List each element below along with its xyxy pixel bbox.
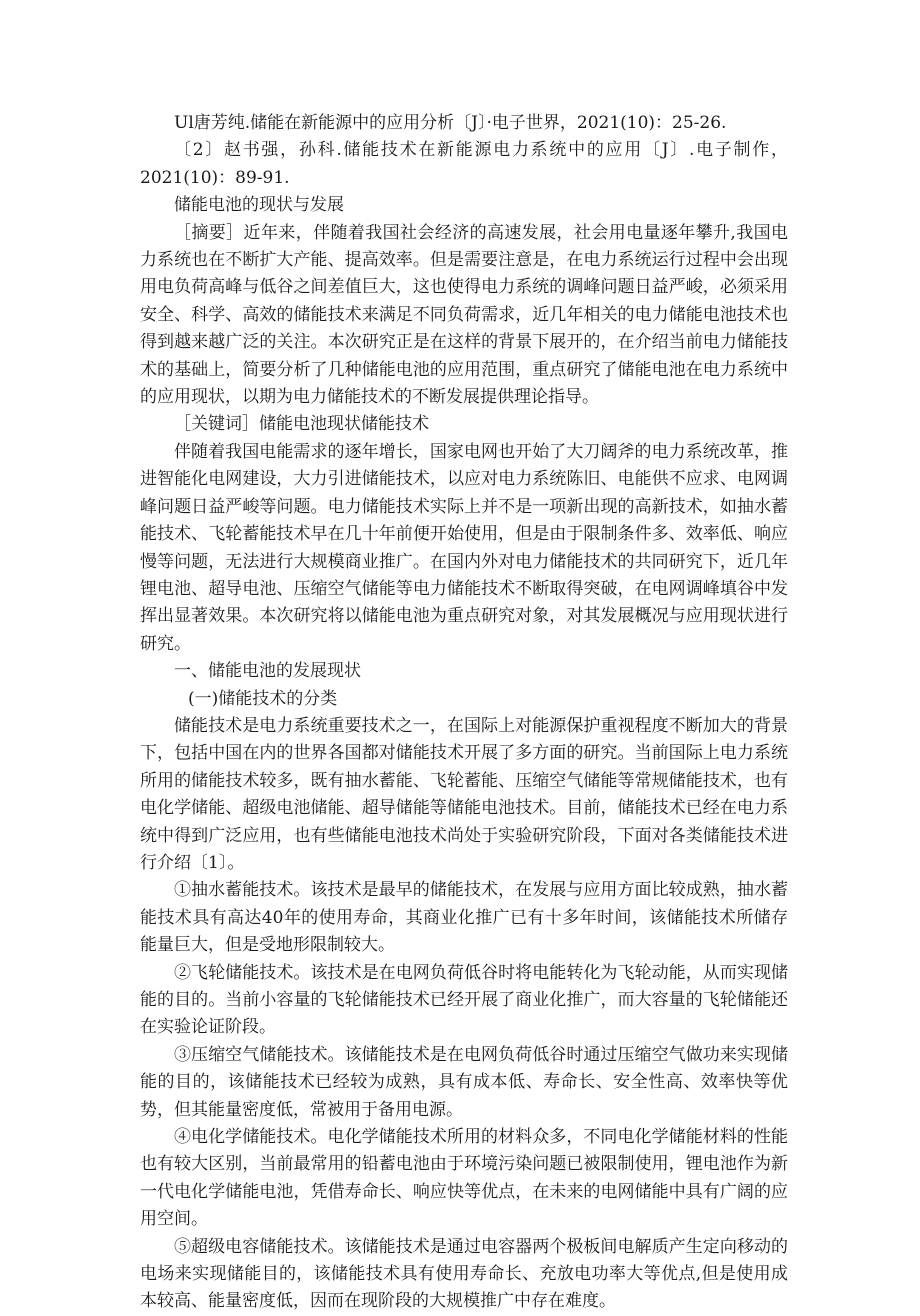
article-title: 储能电池的现状与发展 [174,195,344,216]
list-item-supercapacitor: ⑤超级电容储能技术。该储能技术是通过电容器两个极板间电解质产生定向移动的电场来实现储能目的，该储能技术具有使用寿命长、充放电功率大等优点,但是使用成本较高、能量密度低，因而在现阶段的大规模推广中存在难度。 [140,1236,788,1312]
subsection-heading: (一)储能技术的分类 [188,688,338,709]
body-paragraph: 储能技术是电力系统重要技术之一，在国际上对能源保护重视程度不断加大的背景下，包括中国在内的世界各国都对储能技术开展了多方面的研究。当前国际上电力系统所用的储能技术较多，既有抽水蓄能、飞轮蓄能、压缩空气储能等常规储能技术，也有电化学储能、超级电池储能、超导储能等储能电池技术。目前，储能技术已经在电力系统中得到广泛应用，也有些储能电池技术尚处于实验研究阶段，下面对各类储能技术进行介绍〔1〕。 [140,715,788,873]
list-item-compressed-air: ③压缩空气储能技术。该储能技术是在电网负荷低谷时通过压缩空气做功来实现储能的目的，该储能技术已经较为成熟，具有成本低、寿命长、安全性高、效率快等优势，但其能量密度低，常被用于备用电源。 [140,1044,788,1120]
list-item-electrochemical: ④电化学储能技术。电化学储能技术所用的材料众多，不同电化学储能材料的性能也有较大区别，当前最常用的铅蓄电池由于环境污染问题已被限制使用，锂电池作为新一代电化学储能电池，凭借寿命长、响应快等优点，在未来的电网储能中具有广阔的应用空间。 [140,1127,788,1230]
reference-1: Ul唐芳纯.储能在新能源中的应用分析〔J〕·电子世界，2021(10)：25-26. [174,113,727,133]
list-item-pumped-storage: ①抽水蓄能技术。该技术是最早的储能技术，在发展与应用方面比较成熟，抽水蓄能技术具有高达40年的使用寿命，其商业化推广已有十多年时间，该储能技术所储存能量巨大，但是受地形限制较大。 [140,880,788,956]
list-item-flywheel: ②飞轮储能技术。该技术是在电网负荷低谷时将电能转化为飞轮动能，从而实现储能的目的。当前小容量的飞轮储能技术已经开展了商业化推广，而大容量的飞轮储能还在实验论证阶段。 [140,962,788,1038]
reference-2: 〔2〕赵书强，孙科.储能技术在新能源电力系统中的应用〔J〕.电子制作，2021(10)：89-91. [140,140,788,188]
document-page [140,110,788,1316]
abstract-paragraph: ［摘要］近年来，伴随着我国社会经济的高速发展，社会用电量逐年攀升,我国电力系统也在不断扩大产能、提高效率。但是需要注意是，在电力系统运行过程中会出现用电负荷高峰与低谷之间差值巨大，这也使得电力系统的调峰问题日益严峻，必须采用安全、科学、高效的储能技术来满足不同负荷需求，近几年相关的电力储能电池技术也得到越来越广泛的关注。本次研究正是在这样的背景下展开的，在介绍当前电力储能技术的基础上，简要分析了几种储能电池的应用范围，重点研究了储能电池在电力系统中的应用现状，以期为电力储能技术的不断发展提供理论指导。 [140,222,788,408]
section-heading: 一、储能电池的发展现状 [174,661,361,682]
keywords-line: ［关键词］储能电池现状储能技术 [174,414,429,435]
intro-paragraph: 伴随着我国电能需求的逐年增长，国家电网也开始了大刀阔斧的电力系统改革，推进智能化电网建设，大力引进储能技术，以应对电力系统陈旧、电能供不应求、电网调峰问题日益严峻等问题。电力储能技术实际上并不是一项新出现的高新技术，如抽水蓄能技术、飞轮蓄能技术早在几十年前便开始使用，但是由于限制条件多、效率低、响应慢等问题，无法进行大规模商业推广。在国内外对电力储能技术的共同研究下，近几年锂电池、超导电池、压缩空气储能等电力储能技术不断取得突破，在电网调峰填谷中发挥出显著效果。本次研究将以储能电池为重点研究对象，对其发展概况与应用现状进行研究。 [140,441,788,654]
